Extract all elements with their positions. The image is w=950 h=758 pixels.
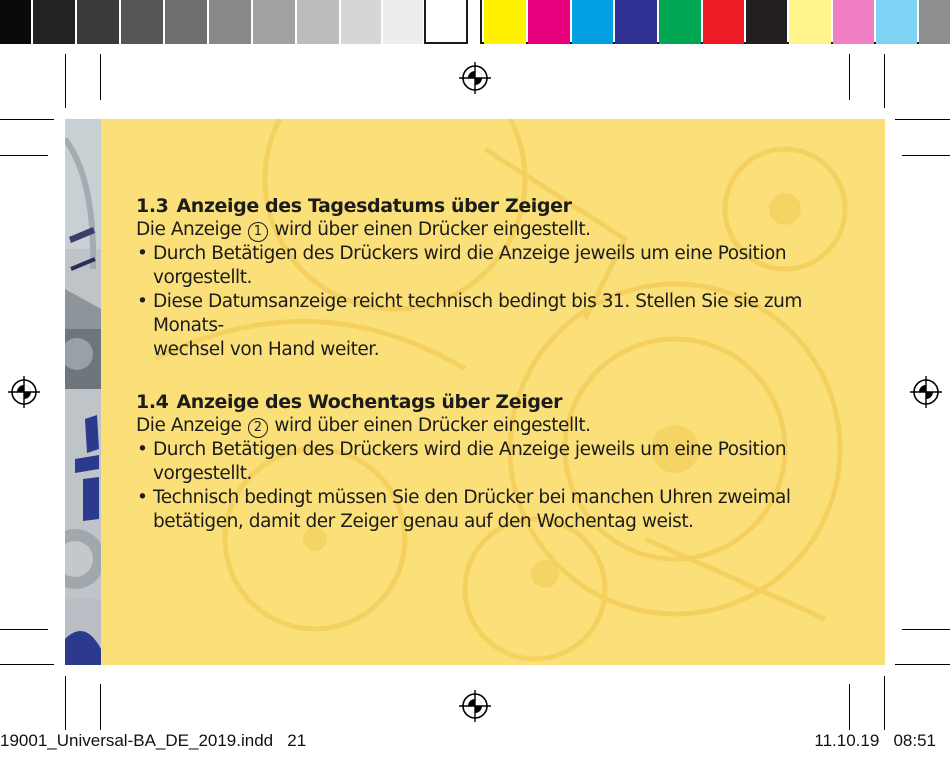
section-date-display — [136, 194, 836, 362]
gray-swatch — [165, 0, 207, 44]
slug-date-time: 11.10.19 08:51 — [814, 731, 936, 750]
crop-mark — [0, 119, 54, 120]
section-title: Anzeige des Wochentags über Zeiger — [176, 391, 563, 413]
section-number: 1.4 — [136, 391, 169, 413]
color-swatch — [746, 0, 787, 44]
gray-swatch — [77, 0, 119, 44]
crop-mark — [895, 664, 950, 665]
color-swatch — [615, 0, 657, 44]
list-item: • Durch Betätigen des Drückers wird die Anzeige jeweils um eine Position vorgestellt. — [136, 438, 836, 486]
instructions-content — [136, 194, 836, 534]
gray-swatch — [209, 0, 251, 44]
crop-mark — [884, 54, 885, 108]
color-swatch — [703, 0, 744, 44]
crop-mark — [65, 54, 66, 108]
list-item: • Technisch bedingt müssen Sie den Drücker bei manchen Uhren zweimal betätigen, damit der Zeiger genau auf den Wochentag weist. — [136, 486, 836, 534]
section-intro: Die Anzeige 2 wird über einen Drücker eingestellt. — [136, 415, 591, 436]
slug-file-info: 19001_Universal-BA_DE_2019.indd 21 — [0, 731, 307, 750]
circled-number-marker: 2 — [248, 418, 268, 438]
color-swatch — [919, 0, 950, 44]
gray-swatch — [33, 0, 75, 44]
section-heading — [136, 194, 836, 218]
section-title: Anzeige des Tagesdatums über Zeiger — [176, 195, 572, 217]
circled-number-marker: 1 — [248, 222, 268, 242]
list-item: • Diese Datumsanzeige reicht technisch bedingt bis 31. Stellen Sie sie zum Monats- wechsel von Hand weiter. — [136, 290, 836, 362]
crop-mark — [849, 684, 850, 730]
registration-mark-icon — [458, 61, 492, 95]
crop-mark — [0, 664, 54, 665]
gray-swatch — [121, 0, 163, 44]
color-swatch — [572, 0, 613, 44]
white-swatch-frame — [424, 0, 468, 44]
crop-mark — [65, 676, 66, 730]
watch-photo-strip — [65, 119, 101, 665]
registration-mark-icon — [458, 689, 492, 723]
gray-swatch — [297, 0, 339, 44]
color-swatch — [789, 0, 831, 44]
color-swatch — [484, 0, 526, 44]
crop-mark — [895, 119, 950, 120]
color-swatch — [876, 0, 917, 44]
list-item: • Durch Betätigen des Drückers wird die Anzeige jeweils um eine Position vorgestellt. — [136, 242, 836, 290]
section-intro: Die Anzeige 1 wird über einen Drücker eingestellt. — [136, 219, 591, 240]
crop-mark — [0, 155, 48, 156]
crop-mark — [902, 155, 950, 156]
section-number: 1.3 — [136, 195, 169, 217]
registration-mark-icon — [909, 375, 943, 409]
crop-mark — [100, 54, 101, 100]
color-swatch — [528, 0, 570, 44]
bullet-list — [136, 242, 836, 362]
crop-mark — [849, 54, 850, 100]
color-swatch — [659, 0, 701, 44]
gray-swatch — [341, 0, 381, 44]
crop-mark — [100, 684, 101, 730]
gray-swatch — [0, 0, 31, 44]
crop-mark — [0, 629, 48, 630]
section-weekday-display — [136, 390, 836, 534]
color-swatch — [833, 0, 874, 44]
gray-swatch — [253, 0, 295, 44]
crop-mark — [902, 629, 950, 630]
crop-mark — [884, 676, 885, 730]
registration-mark-icon — [7, 375, 41, 409]
section-heading — [136, 390, 836, 414]
bullet-list — [136, 438, 836, 534]
gray-swatch — [383, 0, 423, 44]
